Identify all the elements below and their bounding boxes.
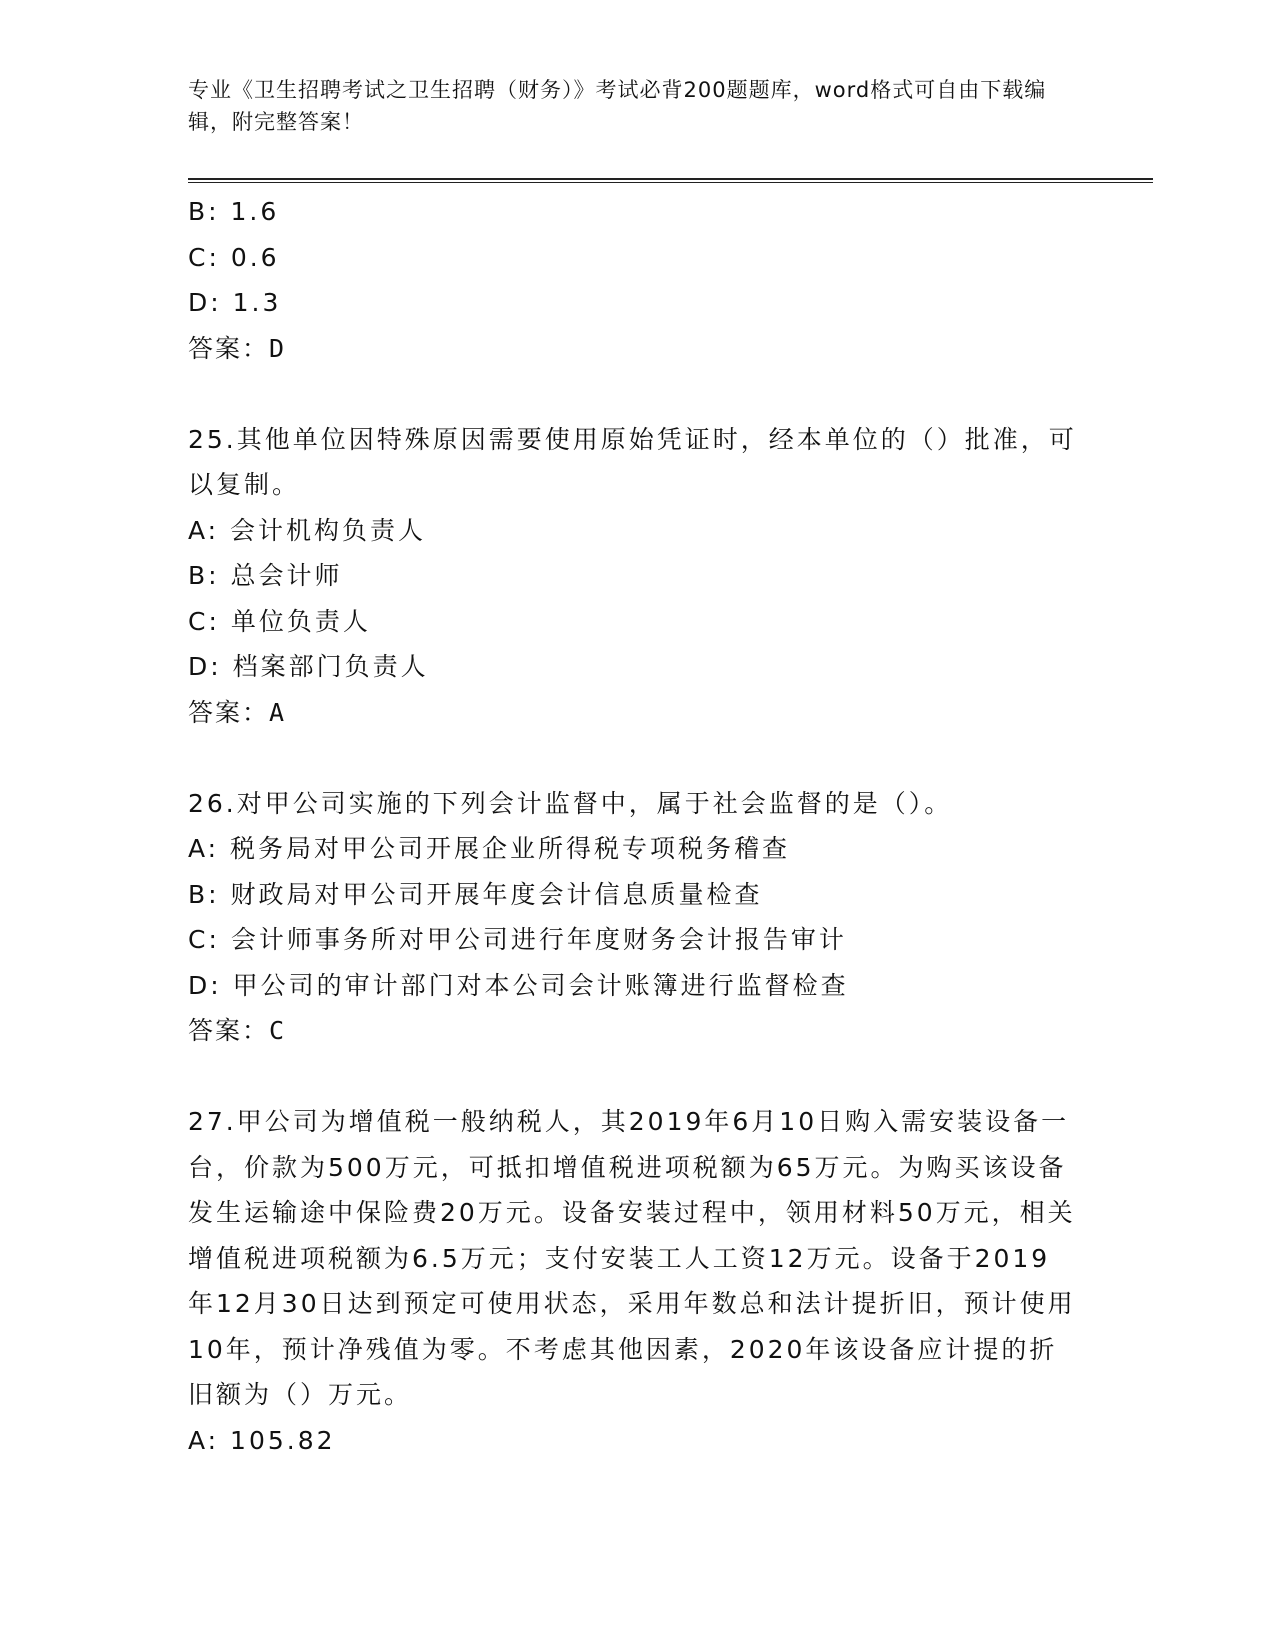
option-line: A: 会计机构负责人 bbox=[188, 515, 427, 545]
option-line: A: 105.82 bbox=[188, 1425, 336, 1455]
answer-line: 答案：C bbox=[188, 1016, 287, 1045]
question-text: 26.对甲公司实施的下列会计监督中，属于社会监督的是（）。 bbox=[188, 788, 953, 818]
option-line: C: 0.6 bbox=[188, 242, 280, 272]
document-body bbox=[188, 189, 1088, 1463]
question-text: 27.甲公司为增值税一般纳税人，其2019年6月10日购入需安装设备一台，价款为500万元，可抵扣增值税进项税额为65万元。为购买该设备发生运输途中保险费20万元。设备安装过程中，领用材料50万元，相关增值税进项税额为6.5万元；支付安装工人工资12万元。设备于2019年12月30日达到预定可使用状态，采用年数总和法计提折旧，预计使用10年，预计净残值为零。不考虑其他因素，2020年该设备应计提的折旧额为（）万元。 bbox=[188, 1107, 1076, 1409]
answer-line: 答案：A bbox=[188, 697, 287, 727]
option-line: D: 甲公司的审计部门对本公司会计账簿进行监督检查 bbox=[188, 970, 849, 1000]
option-line: B: 1.6 bbox=[188, 197, 280, 226]
option-line: B: 总会计师 bbox=[188, 561, 343, 590]
option-line: C: 单位负责人 bbox=[188, 606, 371, 636]
option-line: D: 档案部门负责人 bbox=[188, 652, 429, 681]
option-line: A: 税务局对甲公司开展企业所得税专项税务稽查 bbox=[188, 834, 791, 863]
option-line: C: 会计师事务所对甲公司进行年度财务会计报告审计 bbox=[188, 925, 847, 954]
option-line: D: 1.3 bbox=[188, 288, 282, 317]
question-text: 25.其他单位因特殊原因需要使用原始凭证时，经本单位的（）批准，可以复制。 bbox=[188, 424, 1077, 499]
document-header: 专业《卫生招聘考试之卫生招聘（财务）》考试必背200题题库，word格式可自由下载编辑，附完整答案！ bbox=[188, 78, 1047, 134]
header-divider bbox=[188, 178, 1153, 183]
answer-line: 答案：D bbox=[188, 333, 287, 363]
option-line: B: 财政局对甲公司开展年度会计信息质量检查 bbox=[188, 879, 763, 909]
